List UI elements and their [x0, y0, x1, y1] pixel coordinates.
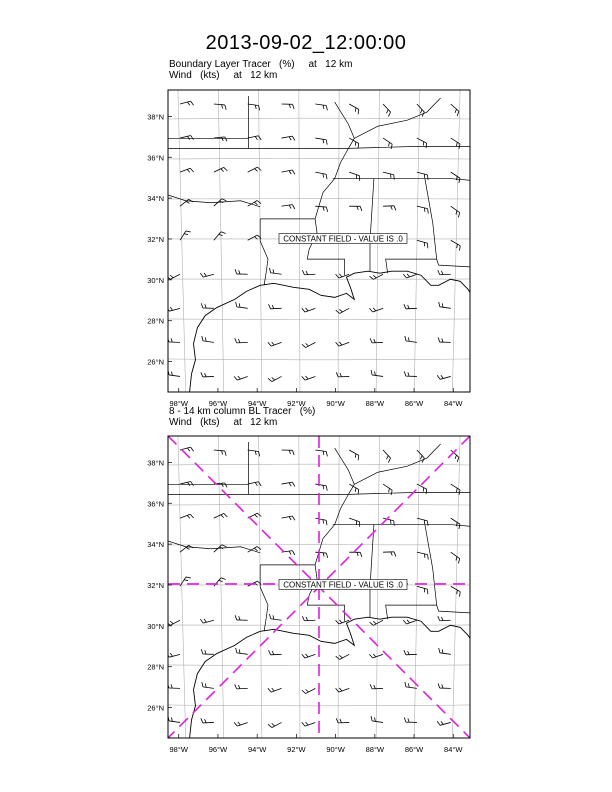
- state-borders: [143, 442, 476, 631]
- lon-tick-label: 94°W: [247, 745, 267, 754]
- lon-tick-label: 92°W: [287, 399, 306, 408]
- lat-tick-label: 34°N: [147, 540, 164, 550]
- constant-field-label: CONSTANT FIELD - VALUE IS .0: [283, 580, 403, 590]
- lat-tick-label: 38°N: [147, 112, 164, 122]
- constant-field-label: CONSTANT FIELD - VALUE IS .0: [283, 234, 403, 244]
- lat-tick-label: 26°N: [147, 357, 164, 367]
- lat-tick-label: 28°N: [147, 316, 164, 326]
- lat-tick-label: 38°N: [147, 458, 164, 468]
- panel2-field-label: 8 - 14 km column BL Tracer (%): [169, 406, 316, 417]
- lat-tick-label: 34°N: [147, 194, 164, 204]
- lon-tick-label: 84°W: [444, 399, 463, 408]
- lat-tick-label: 36°N: [147, 153, 164, 163]
- lon-tick-label: 86°W: [404, 399, 424, 408]
- panel1-wind-label: Wind (kts) at 12 km: [169, 70, 278, 81]
- lat-tick-label: 30°N: [147, 275, 164, 285]
- coastline: [190, 617, 472, 738]
- lon-tick-label: 90°W: [326, 399, 345, 408]
- lon-tick-label: 96°W: [208, 745, 228, 754]
- lon-tick-label: 90°W: [326, 745, 345, 754]
- lon-tick-label: 92°W: [287, 745, 306, 754]
- lat-tick-label: 26°N: [147, 703, 164, 713]
- lat-tick-label: 32°N: [147, 580, 164, 590]
- plot-title: 2013-09-02_12:00:00: [205, 32, 407, 54]
- lat-tick-label: 30°N: [147, 621, 164, 631]
- lon-tick-label: 86°W: [404, 745, 424, 754]
- lon-tick-label: 88°W: [365, 399, 385, 408]
- lon-tick-label: 84°W: [444, 745, 463, 754]
- lon-tick-label: 98°W: [169, 745, 188, 754]
- lat-tick-label: 28°N: [147, 662, 164, 672]
- panel2-wind-label: Wind (kts) at 12 km: [169, 417, 278, 428]
- lon-tick-label: 88°W: [365, 745, 385, 754]
- lon-tick-label: 98°W: [169, 399, 188, 408]
- lon-tick-label: 94°W: [247, 399, 267, 408]
- lat-tick-label: 32°N: [147, 234, 164, 244]
- lon-tick-label: 96°W: [208, 399, 228, 408]
- lat-tick-label: 36°N: [147, 499, 164, 509]
- panel1-field-label: Boundary Layer Tracer (%) at 12 km: [169, 59, 353, 70]
